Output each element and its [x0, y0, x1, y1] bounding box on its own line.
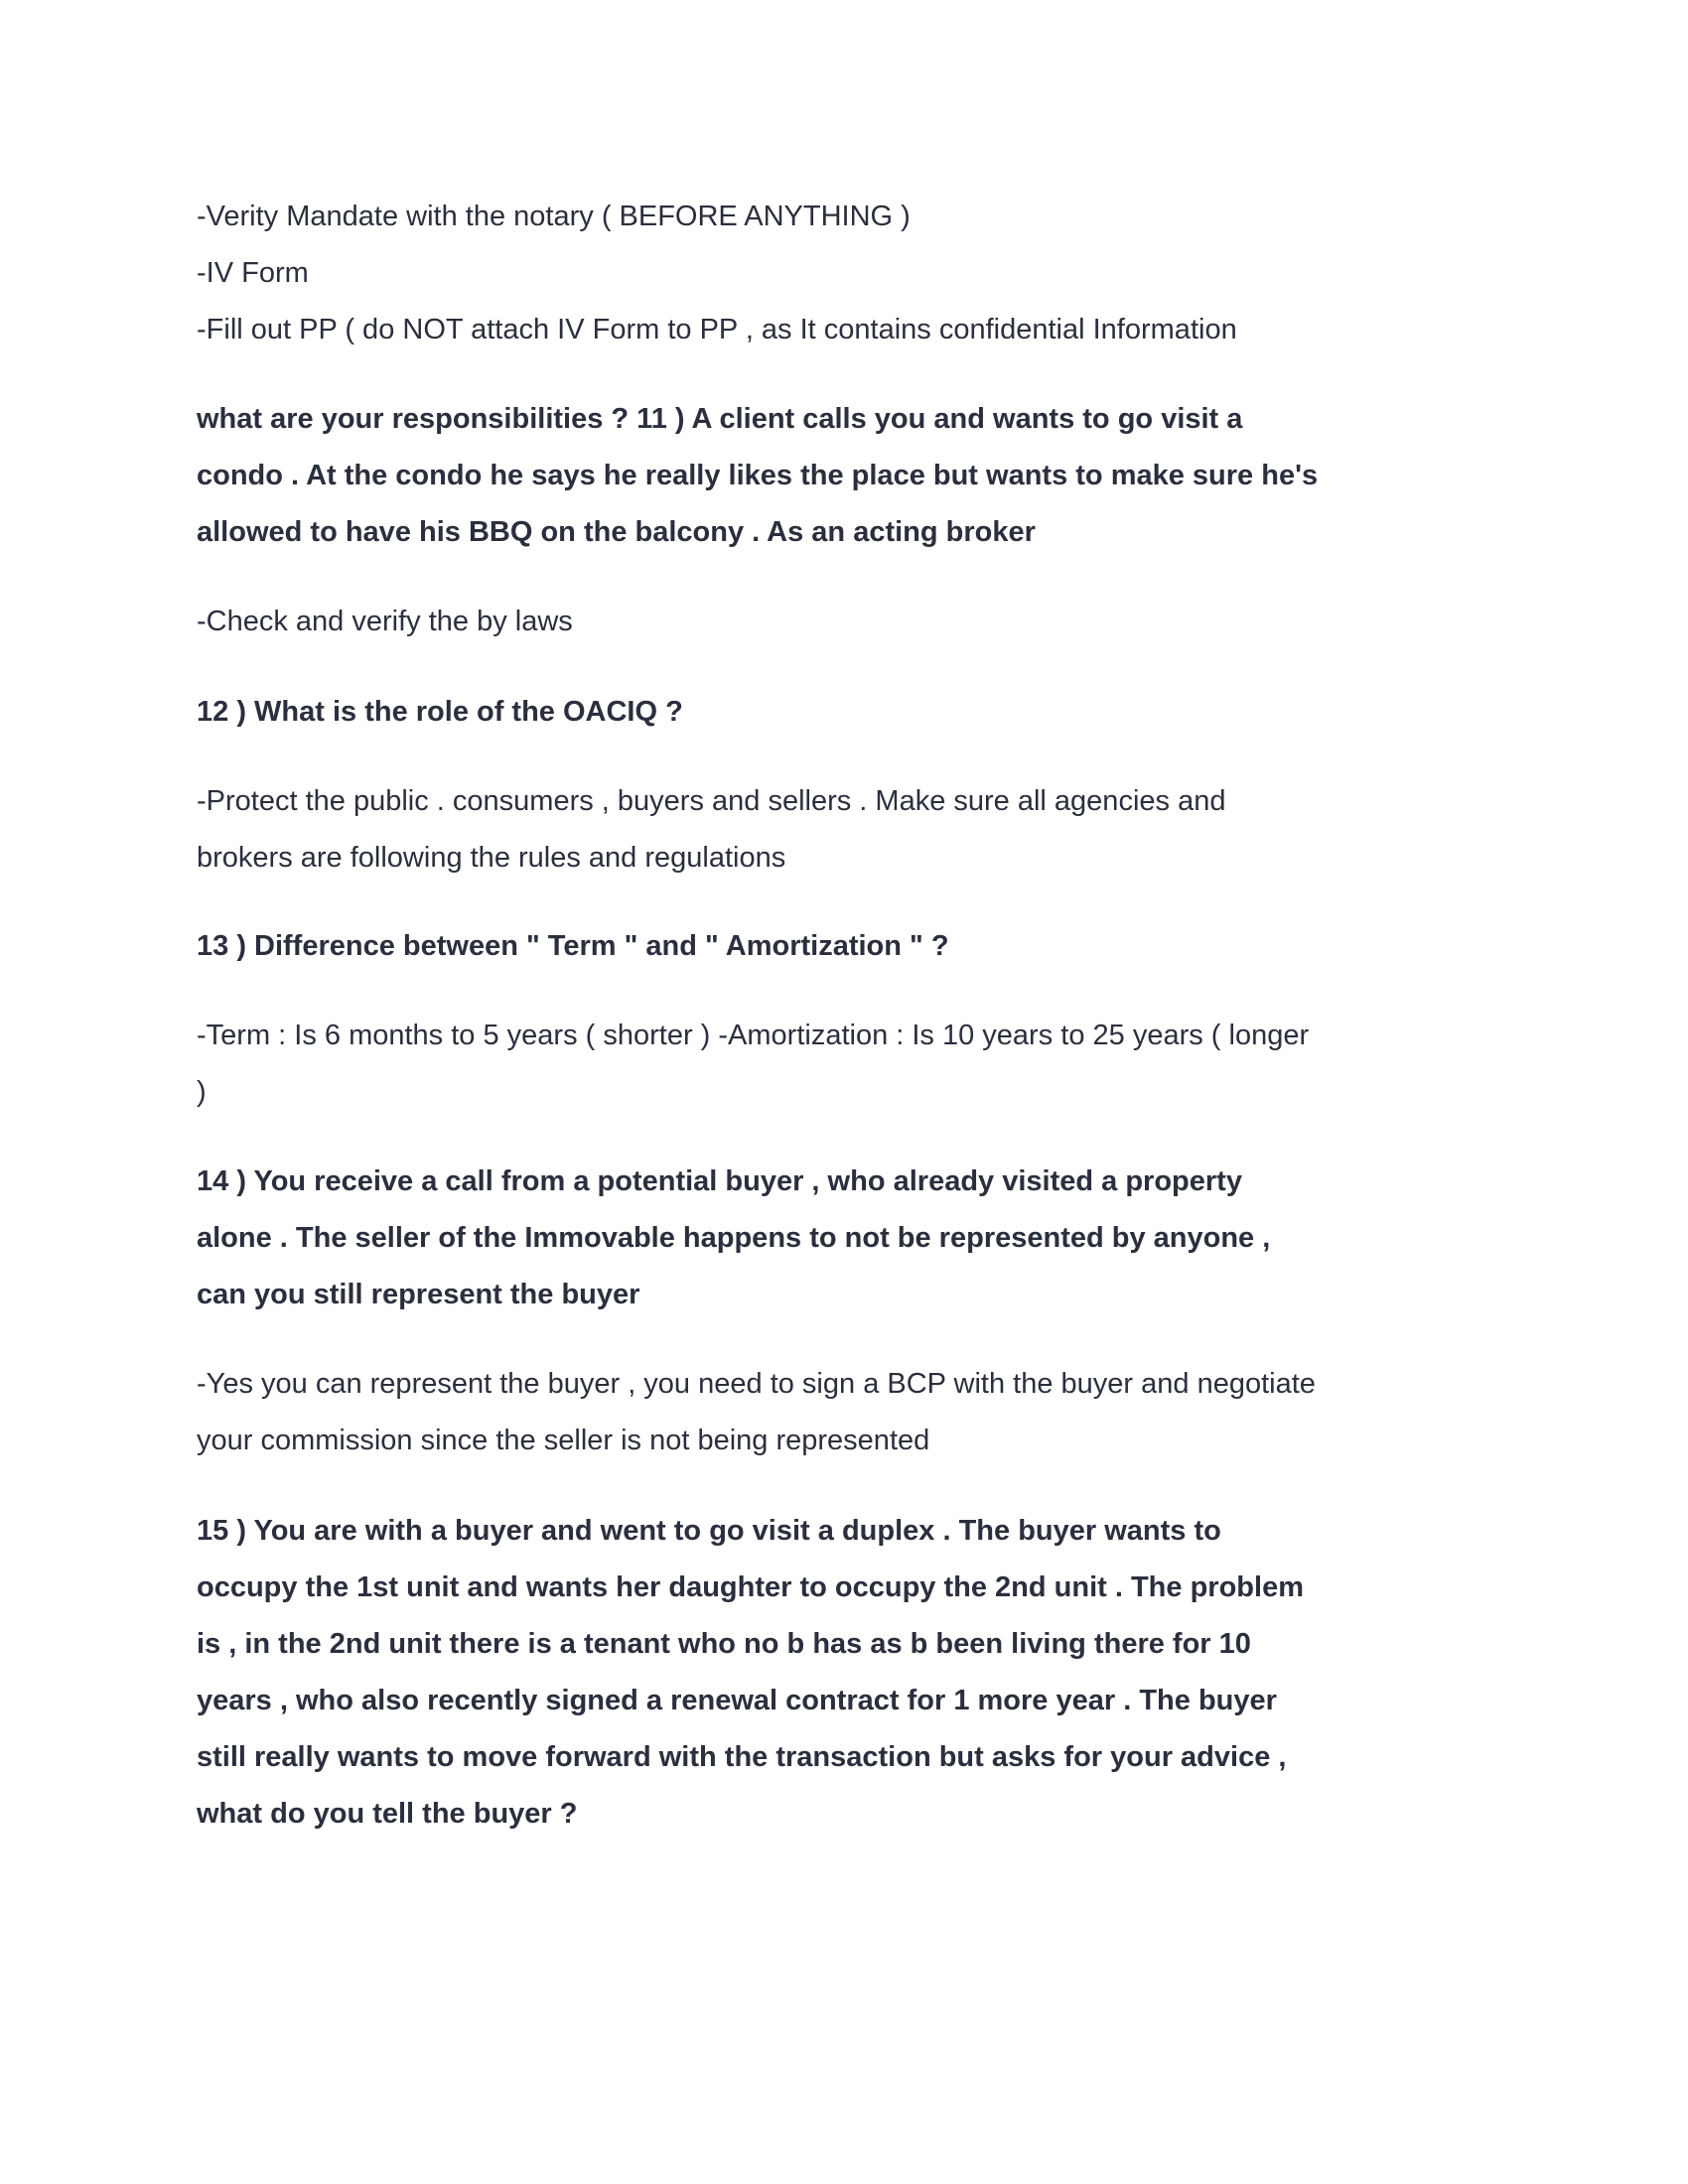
text-line: what do you tell the buyer ?	[197, 1798, 578, 1830]
answer-11	[197, 594, 1507, 650]
text-line: 12 ) What is the role of the OACIQ ?	[197, 696, 683, 728]
text-line: -Fill out PP ( do NOT attach IV Form to PP , as It contains confidential Information	[197, 314, 1237, 345]
text-line: occupy the 1st unit and wants her daughter to occupy the 2nd unit . The problem	[197, 1571, 1304, 1603]
text-line: -Term : Is 6 months to 5 years ( shorter ) -Amortization : Is 10 years to 25 years ( longer	[197, 1020, 1310, 1051]
question-13	[197, 918, 1507, 975]
text-line: 14 ) You receive a call from a potential buyer , who already visited a property	[197, 1165, 1242, 1197]
text-line: -Yes you can represent the buyer , you need to sign a BCP with the buyer and negotiate	[197, 1368, 1316, 1400]
answer-12	[197, 773, 1507, 887]
text-line: allowed to have his BBQ on the balcony . As an acting broker	[197, 516, 1036, 548]
text-line: can you still represent the buyer	[197, 1279, 640, 1310]
answer-steps	[197, 189, 1507, 358]
text-line: -Verity Mandate with the notary ( BEFORE ANYTHING )	[197, 201, 911, 232]
answer-14	[197, 1356, 1507, 1469]
text-line: what are your responsibilities ? 11 ) A client calls you and wants to go visit a	[197, 403, 1243, 435]
text-line: -Protect the public . consumers , buyers and sellers . Make sure all agencies and	[197, 785, 1226, 817]
question-11	[197, 391, 1507, 561]
text-line: years , who also recently signed a renewal contract for 1 more year . The buyer	[197, 1685, 1277, 1716]
text-line: -Check and verify the by laws	[197, 606, 573, 637]
text-line: -IV Form	[197, 257, 309, 289]
question-14	[197, 1154, 1507, 1323]
text-line: alone . The seller of the Immovable happens to not be represented by anyone ,	[197, 1222, 1271, 1254]
question-12	[197, 684, 1507, 741]
text-line: condo . At the condo he says he really likes the place but wants to make sure he's	[197, 460, 1319, 491]
text-line: )	[197, 1076, 207, 1108]
text-line: brokers are following the rules and regulations	[197, 842, 786, 874]
answer-13	[197, 1008, 1507, 1121]
question-15	[197, 1503, 1507, 1843]
text-line: still really wants to move forward with the transaction but asks for your advice ,	[197, 1741, 1287, 1773]
text-line: 15 ) You are with a buyer and went to go visit a duplex . The buyer wants to	[197, 1515, 1221, 1547]
text-line: your commission since the seller is not being represented	[197, 1425, 930, 1456]
text-line: 13 ) Difference between " Term " and " Amortization " ?	[197, 930, 949, 962]
text-line: is , in the 2nd unit there is a tenant who no b has as b been living there for 10	[197, 1628, 1251, 1660]
